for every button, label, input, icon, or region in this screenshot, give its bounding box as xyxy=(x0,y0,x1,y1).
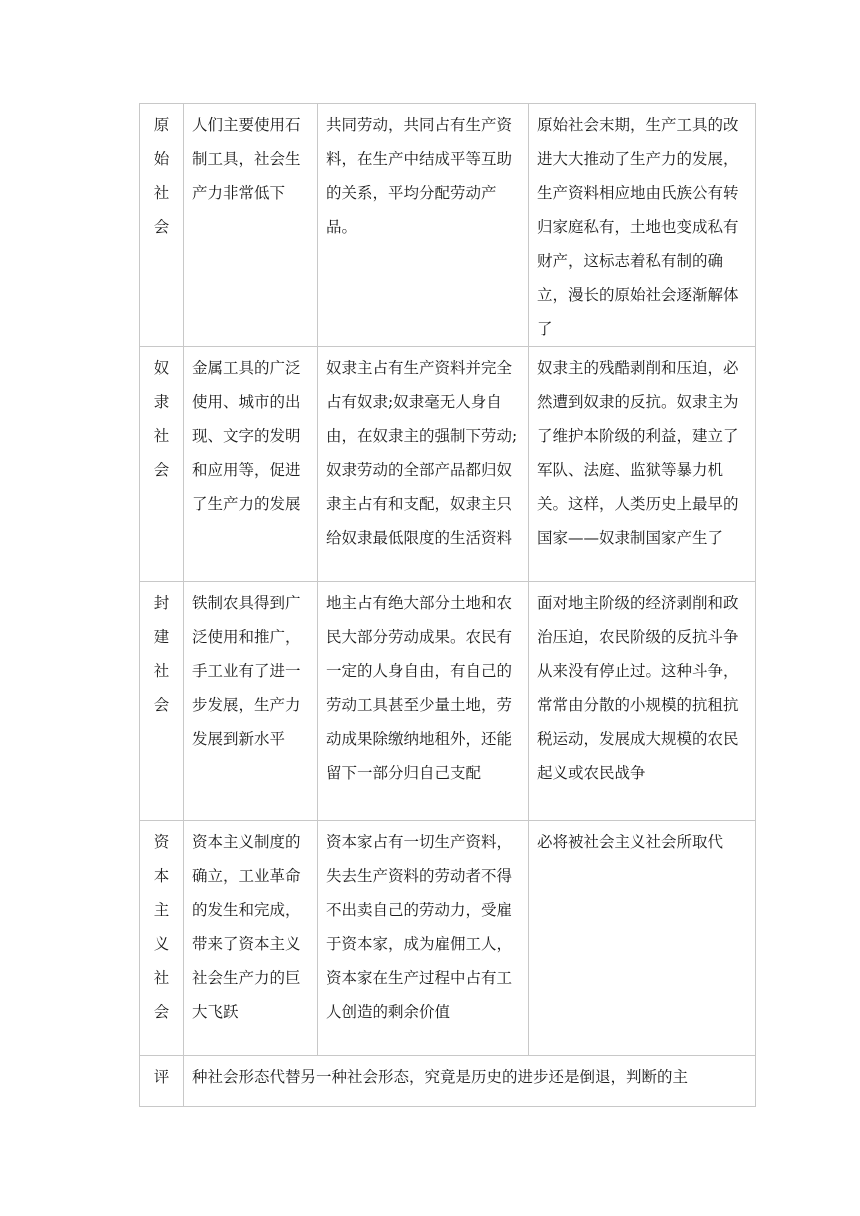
transition-cell: 奴隶主的残酷剥削和压迫，必然遭到奴隶的反抗。奴隶主为了维护本阶级的利益，建立了军队、法庭、监狱等暴力机关。这样，人类历史上最早的国家——奴隶制国家产生了 xyxy=(529,347,756,582)
productivity-cell: 资本主义制度的确立，工业革命的发生和完成，带来了资本主义社会生产力的巨大飞跃 xyxy=(184,821,318,1056)
era-label: 资本主义社会 xyxy=(153,833,170,1021)
table-row-capitalist xyxy=(140,821,756,1056)
footer-text-cell: 种社会形态代替另一种社会形态，究竟是历史的进步还是倒退，判断的主 xyxy=(184,1056,756,1107)
table-row-evaluation xyxy=(140,1056,756,1107)
table-row-primitive xyxy=(140,104,756,347)
era-label: 原始社会 xyxy=(153,116,170,236)
productivity-cell: 金属工具的广泛使用、城市的出现、文字的发明和应用等，促进了生产力的发展 xyxy=(184,347,318,582)
relations-cell: 共同劳动，共同占有生产资料，在生产中结成平等互助的关系，平均分配劳动产品。 xyxy=(318,104,529,347)
productivity-cell: 铁制农具得到广泛使用和推广，手工业有了进一步发展，生产力发展到新水平 xyxy=(184,582,318,821)
transition-cell: 必将被社会主义社会所取代 xyxy=(529,821,756,1056)
transition-cell: 原始社会末期，生产工具的改进大大推动了生产力的发展，生产资料相应地由氏族公有转归家庭私有，土地也变成私有财产，这标志着私有制的确立，漫长的原始社会逐渐解体了 xyxy=(529,104,756,347)
table-row-slave xyxy=(140,347,756,582)
footer-label-cell xyxy=(140,1056,184,1107)
era-cell xyxy=(140,582,184,821)
footer-label: 评 xyxy=(153,1068,170,1086)
social-forms-table xyxy=(139,103,756,1107)
era-label: 封建社会 xyxy=(153,594,170,714)
relations-cell: 奴隶主占有生产资料并完全占有奴隶;奴隶毫无人身自由，在奴隶主的强制下劳动;奴隶劳动的全部产品都归奴隶主占有和支配，奴隶主只给奴隶最低限度的生活资料 xyxy=(318,347,529,582)
era-label: 奴隶社会 xyxy=(153,359,170,479)
relations-cell: 资本家占有一切生产资料，失去生产资料的劳动者不得不出卖自己的劳动力，受雇于资本家，成为雇佣工人，资本家在生产过程中占有工人创造的剩余价值 xyxy=(318,821,529,1056)
era-cell xyxy=(140,104,184,347)
era-cell xyxy=(140,821,184,1056)
relations-cell: 地主占有绝大部分土地和农民大部分劳动成果。农民有一定的人身自由，有自己的劳动工具甚至少量土地，劳动成果除缴纳地租外，还能留下一部分归自己支配 xyxy=(318,582,529,821)
table-row-feudal xyxy=(140,582,756,821)
productivity-cell: 人们主要使用石制工具，社会生产力非常低下 xyxy=(184,104,318,347)
era-cell xyxy=(140,347,184,582)
transition-cell: 面对地主阶级的经济剥削和政治压迫，农民阶级的反抗斗争从来没有停止过。这种斗争，常常由分散的小规模的抗租抗税运动，发展成大规模的农民起义或农民战争 xyxy=(529,582,756,821)
